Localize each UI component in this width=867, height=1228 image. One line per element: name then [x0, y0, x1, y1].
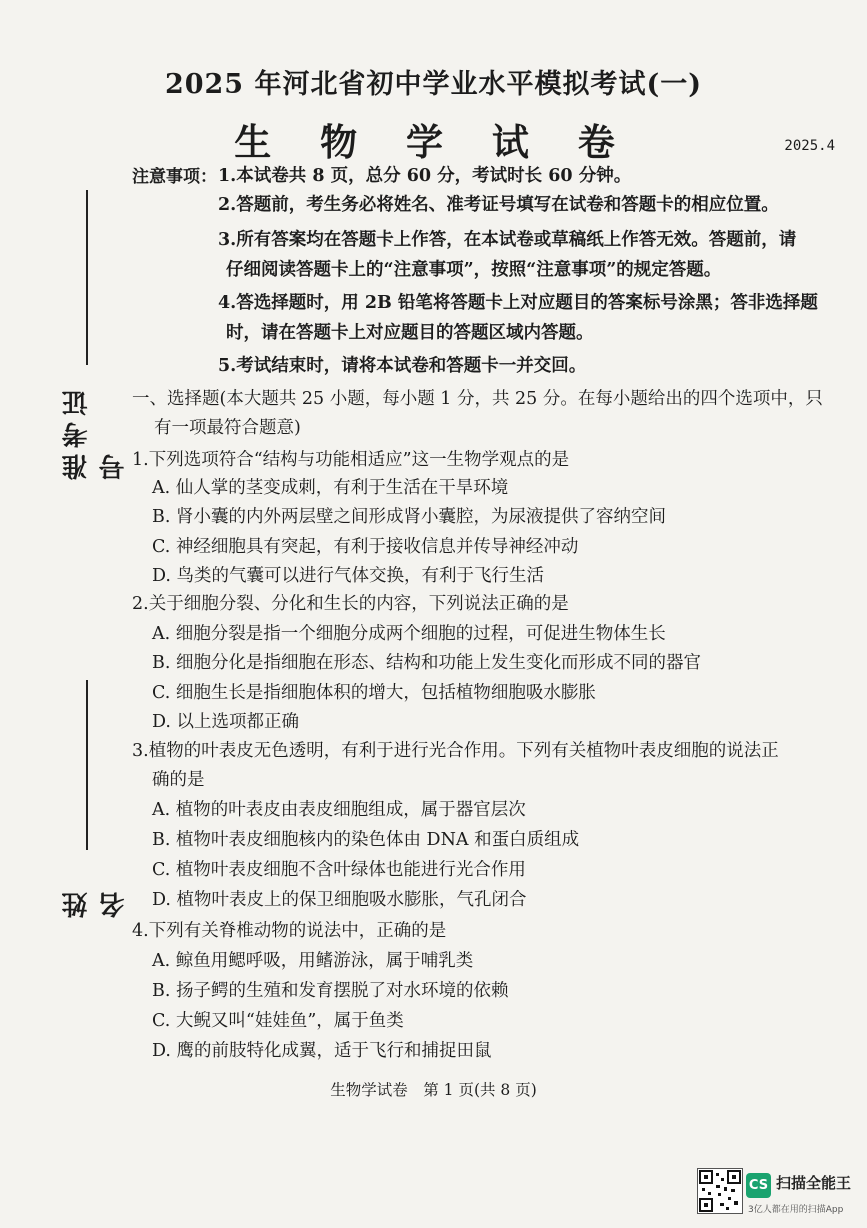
notice-item-1: 1.本试卷共 8 页，总分 60 分，考试时长 60 分钟。 [218, 166, 632, 186]
question-1-option-a: A. 仙人掌的茎变成刺，有利于生活在干旱环境 [152, 478, 509, 498]
question-4-option-c: C. 大鲵又叫“娃娃鱼”，属于鱼类 [152, 1011, 404, 1031]
question-3-option-b: B. 植物叶表皮细胞核内的染色体由 DNA 和蛋白质组成 [152, 830, 580, 850]
notice-item-4: 4.答选择题时，用 2B 铅笔将答题卡上对应题目的答案标号涂黑；答非选择题 [218, 293, 818, 313]
qr-code-icon [697, 1168, 743, 1214]
question-4-option-a: A. 鲸鱼用鳃呼吸，用鳍游泳，属于哺乳类 [152, 951, 474, 971]
question-2-option-d: D. 以上选项都正确 [152, 712, 300, 732]
exam-title: 2025 年河北省初中学业水平模拟考试(一) [164, 69, 703, 100]
notice-item-2: 2.答题前，考生务必将姓名、准考证号填写在试卷和答题卡的相应位置。 [218, 195, 779, 215]
question-3-option-c: C. 植物叶表皮细胞不含叶绿体也能进行光合作用 [152, 860, 526, 880]
scanner-app-tagline: 3亿人都在用的扫描App [748, 1205, 844, 1215]
notice-item-4-cont: 时，请在答题卡上对应题目的答题区域内答题。 [226, 323, 594, 343]
question-2-option-b: B. 细胞分化是指细胞在形态、结构和功能上发生变化而形成不同的器官 [152, 653, 701, 673]
question-4-option-d: D. 鹰的前肢特化成翼，适于飞行和捕捉田鼠 [152, 1041, 492, 1061]
notice-item-3: 3.所有答案均在答题卡上作答，在本试卷或草稿纸上作答无效。答题前，请 [218, 230, 797, 250]
section-heading-line2: 有一项最符合题意) [154, 418, 301, 438]
question-3-option-d: D. 植物叶表皮上的保卫细胞吸水膨胀，气孔闭合 [152, 890, 527, 910]
question-1-option-c: C. 神经细胞具有突起，有利于接收信息并传导神经冲动 [152, 537, 579, 557]
question-4-stem: 4.下列有关脊椎动物的说法中，正确的是 [132, 921, 447, 941]
question-1-option-d: D. 鸟类的气囊可以进行气体交换，有利于飞行生活 [152, 566, 545, 586]
question-3-stem: 3.植物的叶表皮无色透明，有利于进行光合作用。下列有关植物叶表皮细胞的说法正 [132, 741, 779, 761]
name-line[interactable] [86, 680, 88, 850]
notice-heading: 注意事项： [132, 167, 217, 187]
question-4-option-b: B. 扬子鳄的生殖和发育摆脱了对水环境的依赖 [152, 981, 509, 1001]
subject-title: 生 物 学 试 卷 [234, 120, 633, 164]
notice-item-5: 5.考试结束时，请将本试卷和答题卡一并交回。 [218, 356, 587, 376]
question-3-stem-cont: 确的是 [152, 770, 205, 790]
name-label: 姓名 [62, 886, 129, 918]
camscanner-logo-icon: CS [746, 1173, 771, 1198]
question-2-option-c: C. 细胞生长是指细胞体积的增大，包括植物细胞吸水膨胀 [152, 683, 596, 703]
section-heading-line1: 一、选择题(本大题共 25 小题，每小题 1 分，共 25 分。在每小题给出的四个选项中，只 [132, 389, 823, 409]
question-1-option-b: B. 肾小囊的内外两层壁之间形成肾小囊腔，为尿液提供了容纳空间 [152, 507, 666, 527]
exam-id-line[interactable] [86, 190, 88, 365]
question-1-stem: 1.下列选项符合“结构与功能相适应”这一生物学观点的是 [132, 450, 570, 470]
scanner-app-name: 扫描全能王 [776, 1174, 852, 1192]
section-heading [132, 385, 847, 443]
question-2-option-a: A. 细胞分裂是指一个细胞分成两个细胞的过程，可促进生物体生长 [152, 624, 666, 644]
exam-id-label: 准考证号 [62, 384, 129, 480]
notice-item-3-cont: 仔细阅读答题卡上的“注意事项”，按照“注意事项”的规定答题。 [226, 260, 722, 280]
exam-date: 2025.4 [784, 138, 835, 154]
page-footer: 生物学试卷 第 1 页(共 8 页) [330, 1081, 537, 1099]
question-2-stem: 2.关于细胞分裂、分化和生长的内容，下列说法正确的是 [132, 594, 569, 614]
question-3-option-a: A. 植物的叶表皮由表皮细胞组成，属于器官层次 [152, 800, 526, 820]
